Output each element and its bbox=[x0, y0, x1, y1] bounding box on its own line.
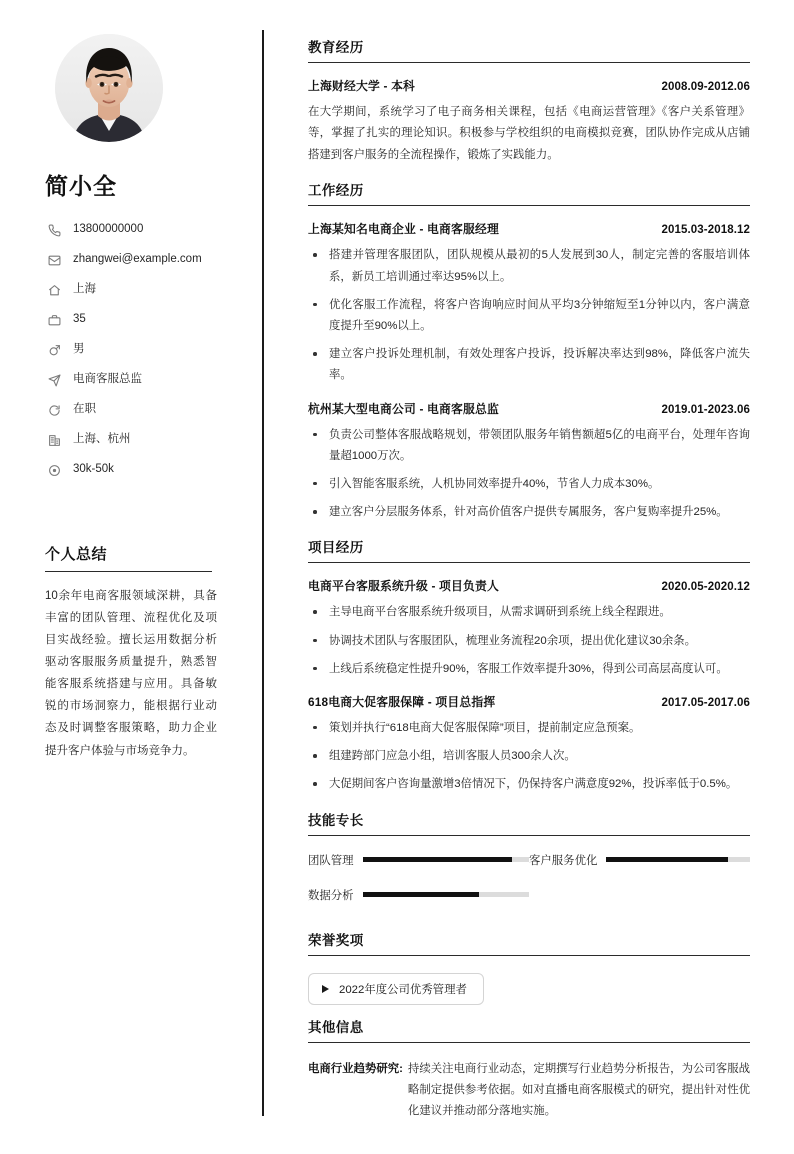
summary-rule bbox=[45, 571, 212, 572]
skill-item bbox=[308, 852, 529, 868]
entry-title: 电商平台客服系统升级 - 项目负责人 bbox=[308, 579, 500, 594]
home-icon bbox=[45, 281, 63, 299]
summary-heading: 个人总结 bbox=[45, 546, 108, 563]
bullet-item: 建立客户投诉处理机制，有效处理客户投诉，投诉解决率达到98%，降低客户流失率。 bbox=[308, 344, 750, 386]
building-icon bbox=[45, 431, 63, 449]
bullet-item: 大促期间客户咨询量激增3倍情况下，仍保持客户满意度92%，投诉率低于0.5%。 bbox=[308, 774, 750, 795]
section-honors bbox=[308, 929, 750, 1009]
project-entry bbox=[308, 577, 750, 680]
skill-item bbox=[308, 887, 529, 903]
phone-icon bbox=[45, 221, 63, 239]
refresh-icon bbox=[45, 401, 63, 419]
contact-status bbox=[45, 397, 238, 423]
work-entry bbox=[308, 400, 750, 524]
section-skills bbox=[308, 809, 750, 922]
work-entry bbox=[308, 220, 750, 386]
contact-value: 13800000000 bbox=[73, 223, 144, 236]
bullet-list bbox=[308, 602, 750, 680]
contact-value: zhangwei@example.com bbox=[73, 253, 202, 266]
bullet-item: 建立客户分层服务体系，针对高价值客户提供专属服务，客户复购率提升25%。 bbox=[308, 502, 750, 523]
contact-value: 上海、杭州 bbox=[73, 433, 131, 446]
section-heading-education: 教育经历 bbox=[308, 40, 364, 55]
section-education bbox=[308, 36, 750, 166]
entry-title: 杭州某大型电商公司 - 电商客服总监 bbox=[308, 401, 500, 416]
contact-value: 上海 bbox=[73, 283, 96, 296]
person-name: 简小全 bbox=[45, 173, 117, 199]
bullet-list bbox=[308, 425, 750, 524]
section-heading-other: 其他信息 bbox=[308, 1019, 364, 1035]
entry-date: 2020.05-2020.12 bbox=[661, 581, 750, 594]
skill-progress-fill bbox=[363, 892, 479, 897]
education-entry bbox=[308, 77, 750, 166]
honor-chip[interactable] bbox=[308, 973, 484, 1005]
contact-salary bbox=[45, 457, 238, 483]
contact-value: 电商客服总监 bbox=[73, 373, 142, 386]
honor-label: 2022年度公司优秀管理者 bbox=[339, 983, 467, 996]
bullet-item: 搭建并管理客服团队，团队规模从最初的5人发展到30人，制定完善的客服培训体系，新员工培训通过率达95%以上。 bbox=[308, 245, 750, 287]
entry-date: 2015.03-2018.12 bbox=[661, 224, 750, 237]
section-projects bbox=[308, 536, 750, 795]
bullet-list bbox=[308, 245, 750, 386]
bullet-item: 协调技术团队与客服团队，梳理业务流程20余项，提出优化建议30余条。 bbox=[308, 631, 750, 652]
section-heading-projects: 项目经历 bbox=[308, 540, 364, 556]
contact-gender bbox=[45, 337, 238, 363]
skill-progress-fill bbox=[363, 857, 513, 862]
other-item bbox=[308, 1043, 750, 1123]
bullet-item: 主导电商平台客服系统升级项目，从需求调研到系统上线全程跟进。 bbox=[308, 602, 750, 623]
gender-icon bbox=[45, 341, 63, 359]
section-heading-work: 工作经历 bbox=[308, 183, 364, 199]
skill-item bbox=[529, 852, 750, 868]
contact-position bbox=[45, 367, 238, 393]
contact-value: 30k-50k bbox=[73, 463, 114, 476]
skill-label: 客户服务优化 bbox=[529, 854, 598, 867]
play-triangle-icon bbox=[322, 985, 329, 993]
contact-list bbox=[45, 217, 238, 483]
skill-label: 团队管理 bbox=[308, 854, 354, 867]
section-heading-skills: 技能专长 bbox=[308, 812, 364, 828]
other-text: 持续关注电商行业动态，定期撰写行业趋势分析报告，为公司客服战略制定提供参考依据。如对直播电商客服模式的研究，提出针对性优化建议并推动部分落地实施。 bbox=[407, 1062, 750, 1118]
contact-age bbox=[45, 307, 238, 333]
section-other bbox=[308, 1016, 750, 1123]
contact-value: 男 bbox=[73, 343, 85, 356]
bullet-item: 上线后系统稳定性提升90%，客服工作效率提升30%，得到公司高层高度认可。 bbox=[308, 659, 750, 680]
contact-value: 35 bbox=[73, 313, 86, 326]
skill-progress-fill bbox=[606, 857, 728, 862]
contact-value: 在职 bbox=[73, 403, 96, 416]
contact-email bbox=[45, 247, 238, 273]
entry-title: 上海财经大学 - 本科 bbox=[308, 79, 416, 93]
contact-cities bbox=[45, 427, 238, 453]
entry-title: 上海某知名电商企业 - 电商客服经理 bbox=[308, 222, 500, 237]
main-column bbox=[308, 36, 750, 1130]
entry-date: 2008.09-2012.06 bbox=[661, 81, 750, 93]
skill-progress-track bbox=[363, 892, 529, 897]
target-icon bbox=[45, 461, 63, 479]
other-label: 电商行业趋势研究: bbox=[308, 1062, 403, 1075]
skills-grid bbox=[308, 836, 750, 922]
column-divider bbox=[262, 30, 264, 1116]
contact-location bbox=[45, 277, 238, 303]
skill-progress-track bbox=[606, 857, 750, 862]
skill-progress-track bbox=[363, 857, 529, 862]
briefcase-icon bbox=[45, 311, 63, 329]
paper-plane-icon bbox=[45, 371, 63, 389]
avatar bbox=[55, 34, 163, 142]
envelope-icon bbox=[45, 251, 63, 269]
bullet-item: 优化客服工作流程，将客户咨询响应时间从平均3分钟缩短至1分钟以内，客户满意度提升至90%以上。 bbox=[308, 295, 750, 337]
bullet-list bbox=[308, 718, 750, 796]
bullet-item: 引入智能客服系统，人机协同效率提升40%，节省人力成本30%。 bbox=[308, 474, 750, 495]
section-heading-honors: 荣誉奖项 bbox=[308, 932, 364, 948]
project-entry bbox=[308, 693, 750, 796]
entry-title: 618电商大促客服保障 - 项目总指挥 bbox=[308, 694, 496, 709]
contact-phone bbox=[45, 217, 238, 243]
honors-list bbox=[308, 956, 750, 1009]
skill-label: 数据分析 bbox=[308, 889, 354, 902]
summary-section bbox=[45, 543, 238, 762]
bullet-item: 策划并执行“618电商大促客服保障”项目，提前制定应急预案。 bbox=[308, 718, 750, 739]
sidebar bbox=[0, 0, 262, 1154]
entry-date: 2017.05-2017.06 bbox=[661, 696, 750, 709]
section-work bbox=[308, 179, 750, 523]
bullet-item: 组建跨部门应急小组，培训客服人员300余人次。 bbox=[308, 746, 750, 767]
summary-text: 10余年电商客服领域深耕，具备丰富的团队管理、流程优化及项目实战经验。擅长运用数据分析驱动客服服务质量提升，熟悉智能客服系统搭建与应用。具备敏锐的市场洞察力，能根据行业动态及时调整客服策略，助力企业提升客户体验与市场竞争力。 bbox=[45, 590, 217, 757]
entry-description: 在大学期间，系统学习了电子商务相关课程，包括《电商运营管理》《客户关系管理》等，掌握了扎实的理论知识。积极参与学校组织的电商模拟竞赛，团队协作完成从店铺搭建到客户服务的全流程操作，锻炼了实践能力。 bbox=[308, 106, 750, 161]
entry-date: 2019.01-2023.06 bbox=[661, 403, 750, 416]
bullet-item: 负责公司整体客服战略规划，带领团队服务年销售额超5亿的电商平台，处理年咨询量超1000万次。 bbox=[308, 425, 750, 467]
